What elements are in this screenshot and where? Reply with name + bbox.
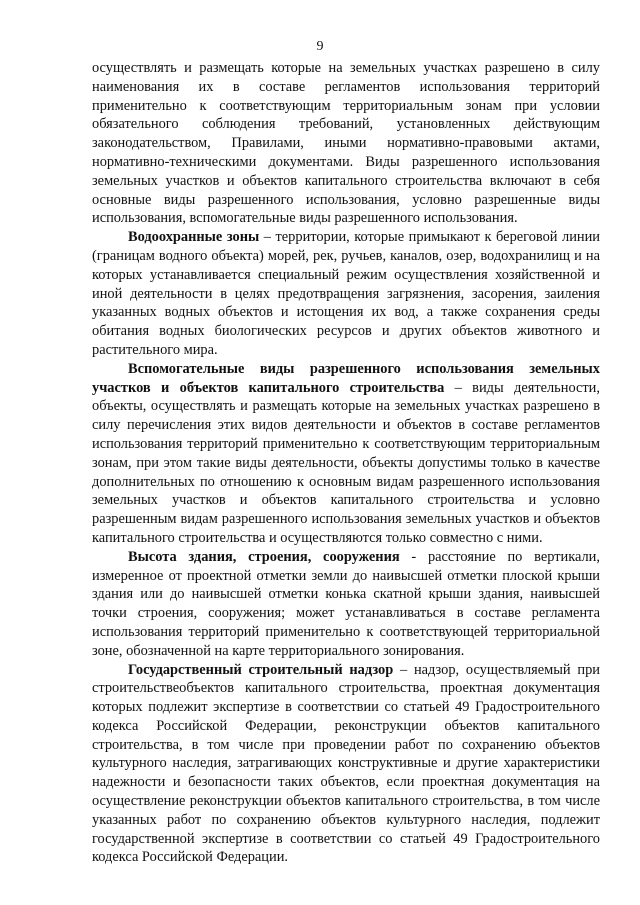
definition-text: – надзор, осуществляемый при строительствеобъектов капитального строительства, проектная документация которых подлежит экспертизе в соответствии со статьей 49 Градостроительного кодекса Российской Федерации, реконструкции объектов капитального строительства, в том числе при проведении работ по сохранению объектов культурного наследия, затрагивающих конструктивные и другие характеристики надежности и безопасности таких объектов, если проектная документация на осуществление реконструкции объектов капитального строительства, в том числе указанных работ по сохранению объектов культурного наследия, подлежит государственной экспертизе в соответствии со статьей 49 Градостроительного кодекса Российской Федерации. bbox=[92, 661, 600, 866]
document-body bbox=[92, 59, 600, 867]
definition-paragraph bbox=[92, 661, 600, 868]
definition-paragraph bbox=[92, 228, 600, 360]
definition-paragraph bbox=[92, 548, 600, 661]
definition-term: Водоохранные зоны bbox=[128, 229, 260, 246]
paragraph-text: осуществлять и размещать которые на земельных участках разрешено в силу наименования их в составе регламентов использования территорий применительно к соответствующим территориальным зонам при условии обязательного соблюдения требований, установленных действующим законодательством, Правилами, иными нормативно-правовыми актами, нормативно-техническими документами. Виды разрешенного использования земельных участков и объектов капитального строительства включают в себя основные виды разрешенного использования, условно разрешенные виды использования, вспомогательные виды разрешенного использования. bbox=[92, 60, 600, 227]
definition-term: Вспомогательные виды разрешенного использования земельных участков и объектов капитального строительства bbox=[92, 360, 600, 396]
paragraph-continuation bbox=[92, 59, 600, 228]
definition-text: – виды деятельности, объекты, осуществлять и размещать которые на земельных участках разрешено в силу перечисления этих видов деятельности и объектов в составе регламентов использования территорий применительно к соответствующим территориальным зонам, при этом такие виды деятельности, объекты допустимы только в качестве дополнительных по отношению к основным видам разрешенного использования земельных участков и объектов капитального строительства и условно разрешенным видам разрешенного использования земельных участков и объектов капитального строительства и осуществляются только совместно с ними. bbox=[92, 379, 600, 546]
definition-term: Государственный строительный надзор bbox=[128, 661, 394, 678]
definition-text: – территории, которые примыкают к береговой линии (границам водного объекта) морей, рек, ручьев, каналов, озер, водохранилищ и на которых устанавливается специальный режим осуществления хозяйственной и иной деятельности в целях предотвращения загрязнения, засорения, заиления указанных водных объектов и истощения их вод, а также сохранения среды обитания водных биологических ресурсов и других объектов животного и растительного мира. bbox=[92, 229, 601, 358]
definition-paragraph bbox=[92, 360, 600, 548]
definition-text: - расстояние по вертикали, измеренное от проектной отметки земли до наивысшей отметки плоской крыши здания или до наивысшей отметки конька скатной крыши здания, наивысшей точки строения, сооружения; может устанавливаться в составе регламента использования территорий применительно к соответствующей территориальной зоне, обозначенной на карте территориального зонирования. bbox=[92, 548, 600, 659]
definition-term: Высота здания, строения, сооружения bbox=[128, 548, 400, 565]
page-number: 9 bbox=[316, 39, 324, 54]
